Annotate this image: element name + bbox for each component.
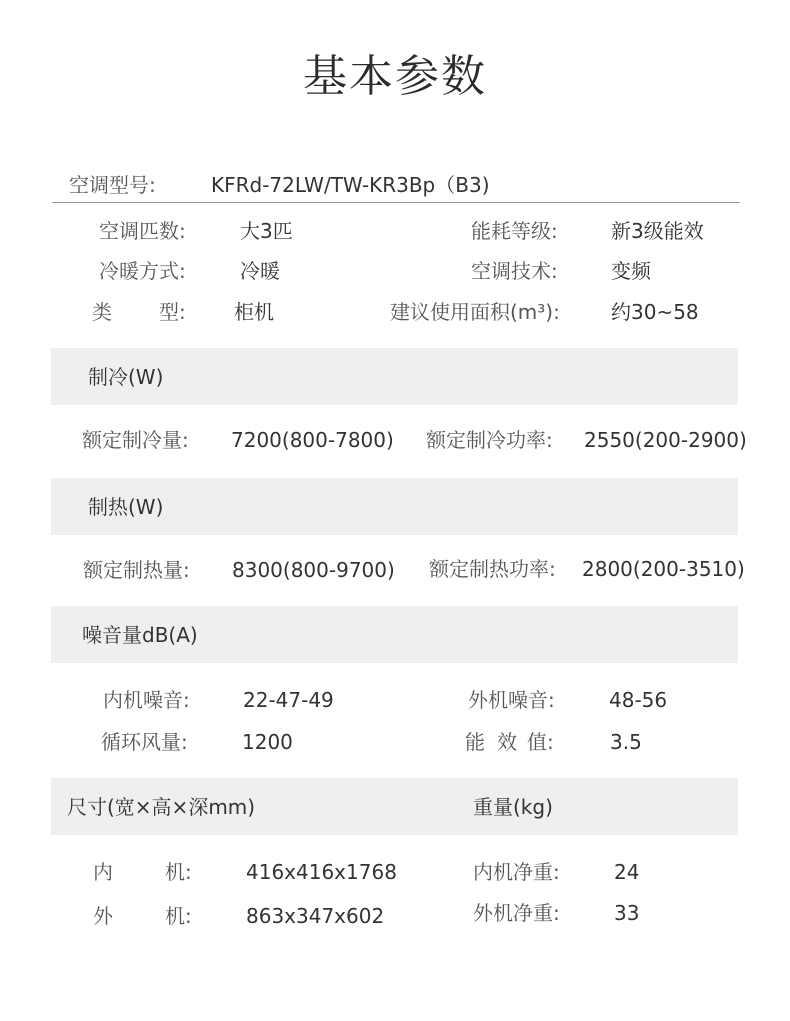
airflow-label: 循环风量:	[101, 730, 188, 754]
cooling-power-label: 额定制冷功率:	[426, 428, 553, 452]
cooling-power-value: 2550(200-2900)	[584, 428, 747, 452]
indoor-dim-label-part1: 内	[93, 860, 113, 884]
indoor-noise-label: 内机噪音:	[103, 688, 190, 712]
heating-capacity-value: 8300(800-9700)	[232, 558, 395, 582]
cooling-capacity-value: 7200(800-7800)	[231, 428, 394, 452]
indoor-noise-value: 22-47-49	[243, 688, 334, 712]
heating-capacity-label: 额定制热量:	[83, 558, 190, 582]
heating-power-label: 额定制热功率:	[429, 557, 556, 581]
outdoor-dim-label-part1: 外	[93, 904, 113, 928]
spec-label-technology: 空调技术:	[471, 259, 558, 283]
outdoor-weight-label: 外机净重:	[473, 901, 560, 925]
airflow-value: 1200	[242, 730, 293, 754]
outdoor-dim-value: 863x347x602	[246, 904, 385, 928]
dimensions-section-title: 尺寸(宽×高×深mm)	[67, 795, 256, 819]
outdoor-noise-value: 48-56	[609, 688, 668, 712]
efficiency-label-part3: 值:	[527, 730, 554, 754]
page-title: 基本参数	[303, 51, 487, 102]
spec-value-mode: 冷暖	[240, 259, 280, 283]
heating-power-value: 2800(200-3510)	[582, 557, 745, 581]
model-divider	[52, 202, 740, 203]
spec-label-type-part2: 型:	[159, 300, 186, 324]
spec-label-hp: 空调匹数:	[99, 219, 186, 243]
indoor-dim-value: 416x416x1768	[246, 860, 397, 884]
weight-section-title: 重量(kg)	[473, 795, 553, 819]
outdoor-weight-value: 33	[614, 901, 640, 925]
noise-section-title: 噪音量dB(A)	[82, 623, 198, 647]
efficiency-label-part2: 效	[497, 730, 517, 754]
indoor-dim-label-part2: 机:	[165, 860, 192, 884]
outdoor-noise-label: 外机噪音:	[468, 688, 555, 712]
model-label: 空调型号:	[69, 173, 156, 197]
model-value: KFRd-72LW/TW-KR3Bp（B3)	[211, 173, 490, 197]
cooling-capacity-label: 额定制冷量:	[82, 428, 189, 452]
spec-label-area: 建议使用面积(m³):	[390, 300, 560, 324]
spec-value-hp: 大3匹	[240, 219, 293, 243]
spec-label-energy-grade: 能耗等级:	[471, 219, 558, 243]
spec-label-type-part1: 类	[92, 300, 112, 324]
indoor-weight-value: 24	[614, 860, 640, 884]
spec-label-mode: 冷暖方式:	[99, 259, 186, 283]
spec-value-technology: 变频	[611, 259, 651, 283]
spec-value-area: 约30~58	[611, 300, 699, 324]
efficiency-value: 3.5	[610, 730, 642, 754]
outdoor-dim-label-part2: 机:	[165, 904, 192, 928]
cooling-section-title: 制冷(W)	[88, 365, 164, 389]
indoor-weight-label: 内机净重:	[473, 860, 560, 884]
heating-section-title: 制热(W)	[88, 495, 164, 519]
efficiency-label-part1: 能	[465, 730, 485, 754]
spec-value-type: 柜机	[234, 300, 274, 324]
spec-value-energy-grade: 新3级能效	[611, 219, 704, 243]
